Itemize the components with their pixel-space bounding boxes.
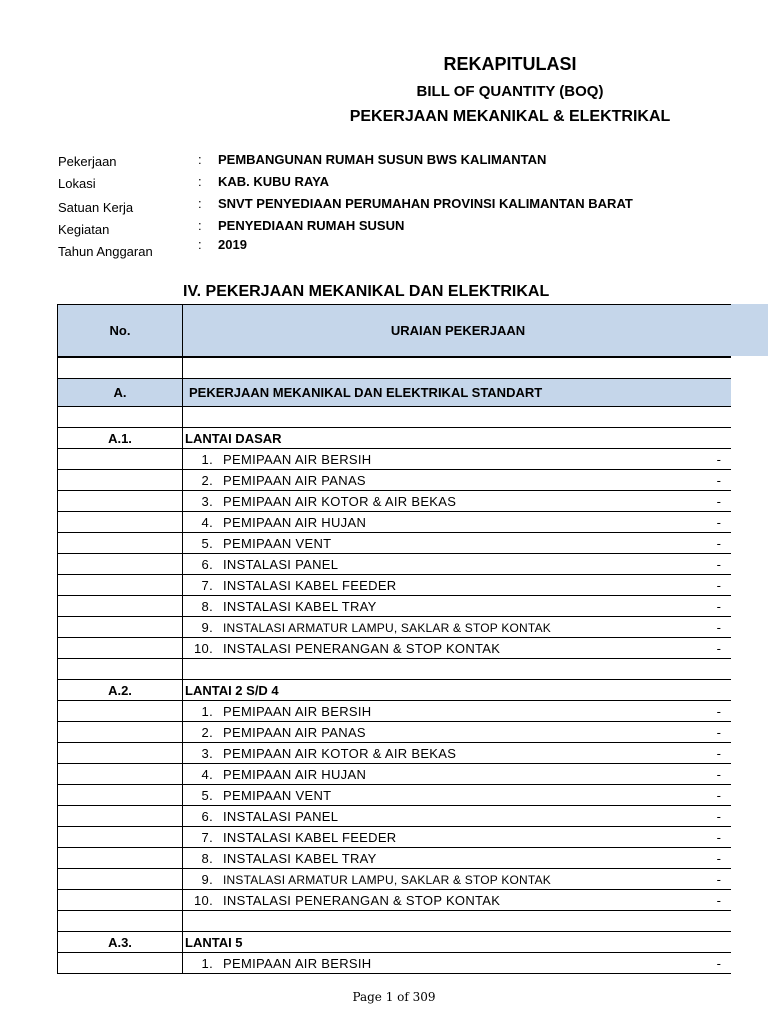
blank-row bbox=[58, 407, 732, 428]
table-header-overflow bbox=[731, 304, 768, 356]
item-label: INSTALASI PANEL bbox=[223, 556, 339, 572]
item-label: INSTALASI ARMATUR LAMPU, SAKLAR & STOP KONTAK bbox=[223, 620, 551, 635]
table-row bbox=[58, 743, 732, 764]
item-label: INSTALASI KABEL TRAY bbox=[223, 850, 377, 866]
item-number: 7. bbox=[201, 829, 213, 845]
item-label: PEMIPAAN AIR KOTOR & AIR BEKAS bbox=[223, 745, 457, 761]
item-value: - bbox=[716, 892, 721, 908]
meta-value: PENYEDIAAN RUMAH SUSUN bbox=[218, 218, 405, 233]
table-row bbox=[58, 764, 732, 785]
blank-row bbox=[58, 659, 732, 680]
item-number: 10. bbox=[194, 892, 213, 908]
table-row bbox=[58, 596, 732, 617]
item-number: 9. bbox=[201, 871, 213, 887]
item-value: - bbox=[716, 703, 721, 719]
column-header-uraian: URAIAN PEKERJAAN bbox=[183, 305, 732, 358]
blank-row bbox=[58, 911, 732, 932]
meta-colon: : bbox=[198, 237, 202, 252]
meta-colon: : bbox=[198, 174, 202, 189]
item-value: - bbox=[716, 829, 721, 845]
item-label: INSTALASI PENERANGAN & STOP KONTAK bbox=[223, 640, 501, 656]
item-label: INSTALASI PENERANGAN & STOP KONTAK bbox=[223, 892, 501, 908]
group-number: A.1. bbox=[58, 428, 183, 449]
meta-value: PEMBANGUNAN RUMAH SUSUN BWS KALIMANTAN bbox=[218, 152, 547, 167]
section-heading: IV. PEKERJAAN MEKANIKAL DAN ELEKTRIKAL bbox=[183, 283, 550, 300]
item-value: - bbox=[716, 871, 721, 887]
item-label: PEMIPAAN AIR PANAS bbox=[223, 724, 366, 740]
item-number: 1. bbox=[201, 451, 213, 467]
table-row bbox=[58, 890, 732, 911]
item-number: 8. bbox=[201, 850, 213, 866]
item-number: 6. bbox=[201, 808, 213, 824]
item-label: INSTALASI KABEL FEEDER bbox=[223, 577, 397, 593]
item-value: - bbox=[716, 451, 721, 467]
item-number: 4. bbox=[201, 514, 213, 530]
table-row bbox=[58, 617, 732, 638]
item-value: - bbox=[716, 514, 721, 530]
column-header-no: No. bbox=[58, 305, 183, 358]
meta-colon: : bbox=[198, 152, 202, 167]
document-subtitle-2: PEKERJAAN MEKANIKAL & ELEKTRIKAL bbox=[349, 108, 671, 125]
item-number: 7. bbox=[201, 577, 213, 593]
item-value: - bbox=[716, 577, 721, 593]
section-row bbox=[58, 379, 732, 407]
meta-label: Satuan Kerja bbox=[58, 200, 134, 215]
item-value: - bbox=[716, 808, 721, 824]
item-value: - bbox=[716, 640, 721, 656]
meta-value: KAB. KUBU RAYA bbox=[218, 174, 330, 189]
item-value: - bbox=[716, 745, 721, 761]
table-row bbox=[58, 722, 732, 743]
item-value: - bbox=[716, 724, 721, 740]
meta-colon: : bbox=[198, 218, 202, 233]
meta-label: Pekerjaan bbox=[58, 154, 117, 169]
group-title: LANTAI 5 bbox=[183, 932, 732, 953]
table-row bbox=[58, 701, 732, 722]
group-row bbox=[58, 428, 732, 449]
item-label: INSTALASI KABEL FEEDER bbox=[223, 829, 397, 845]
table-row bbox=[58, 638, 732, 659]
item-number: 9. bbox=[201, 619, 213, 635]
item-value: - bbox=[716, 598, 721, 614]
table-row bbox=[58, 848, 732, 869]
table-row bbox=[58, 449, 732, 470]
item-value: - bbox=[716, 493, 721, 509]
item-number: 10. bbox=[194, 640, 213, 656]
item-number: 2. bbox=[201, 472, 213, 488]
item-number: 3. bbox=[201, 745, 213, 761]
table-row bbox=[58, 470, 732, 491]
document-subtitle: BILL OF QUANTITY (BOQ) bbox=[416, 83, 604, 100]
table-row bbox=[58, 869, 732, 890]
item-number: 3. bbox=[201, 493, 213, 509]
item-value: - bbox=[716, 619, 721, 635]
item-label: PEMIPAAN AIR BERSIH bbox=[223, 451, 372, 467]
item-label: PEMIPAAN AIR HUJAN bbox=[223, 514, 367, 530]
item-label: PEMIPAAN AIR BERSIH bbox=[223, 955, 372, 971]
table-row bbox=[58, 785, 732, 806]
section-title: PEKERJAAN MEKANIKAL DAN ELEKTRIKAL STANDART bbox=[183, 379, 732, 407]
item-number: 1. bbox=[201, 703, 213, 719]
table-row bbox=[58, 533, 732, 554]
table-row bbox=[58, 575, 732, 596]
group-row bbox=[58, 680, 732, 701]
group-row bbox=[58, 932, 732, 953]
table-row bbox=[58, 827, 732, 848]
group-number: A.2. bbox=[58, 680, 183, 701]
item-number: 1. bbox=[201, 955, 213, 971]
item-number: 4. bbox=[201, 766, 213, 782]
item-label: INSTALASI ARMATUR LAMPU, SAKLAR & STOP KONTAK bbox=[223, 872, 551, 887]
document-title: REKAPITULASI bbox=[443, 54, 577, 74]
item-label: INSTALASI KABEL TRAY bbox=[223, 598, 377, 614]
meta-value: SNVT PENYEDIAAN PERUMAHAN PROVINSI KALIMANTAN BARAT bbox=[218, 196, 633, 211]
table-header-row bbox=[58, 305, 732, 358]
meta-label: Tahun Anggaran bbox=[58, 244, 153, 259]
blank-row bbox=[58, 357, 732, 379]
item-value: - bbox=[716, 850, 721, 866]
table-row bbox=[58, 554, 732, 575]
item-label: INSTALASI PANEL bbox=[223, 808, 339, 824]
item-number: 5. bbox=[201, 787, 213, 803]
item-value: - bbox=[716, 472, 721, 488]
section-number: A. bbox=[58, 379, 183, 407]
meta-label: Kegiatan bbox=[58, 222, 110, 237]
table-row bbox=[58, 512, 732, 533]
item-number: 2. bbox=[201, 724, 213, 740]
item-value: - bbox=[716, 955, 721, 971]
group-number: A.3. bbox=[58, 932, 183, 953]
table-row bbox=[58, 491, 732, 512]
item-number: 6. bbox=[201, 556, 213, 572]
item-label: PEMIPAAN VENT bbox=[223, 787, 332, 803]
item-value: - bbox=[716, 766, 721, 782]
table-row bbox=[58, 806, 732, 827]
item-number: 8. bbox=[201, 598, 213, 614]
meta-value: 2019 bbox=[218, 237, 247, 252]
meta-colon: : bbox=[198, 196, 202, 211]
page-number: Page 1 of 309 bbox=[352, 990, 436, 1004]
meta-label: Lokasi bbox=[58, 176, 96, 191]
item-label: PEMIPAAN AIR PANAS bbox=[223, 472, 366, 488]
item-value: - bbox=[716, 787, 721, 803]
group-title: LANTAI DASAR bbox=[183, 428, 732, 449]
item-number: 5. bbox=[201, 535, 213, 551]
item-value: - bbox=[716, 556, 721, 572]
item-label: PEMIPAAN AIR KOTOR & AIR BEKAS bbox=[223, 493, 457, 509]
item-label: PEMIPAAN AIR HUJAN bbox=[223, 766, 367, 782]
item-label: PEMIPAAN AIR BERSIH bbox=[223, 703, 372, 719]
item-value: - bbox=[716, 535, 721, 551]
group-title: LANTAI 2 S/D 4 bbox=[183, 680, 732, 701]
table-row bbox=[58, 953, 732, 974]
item-label: PEMIPAAN VENT bbox=[223, 535, 332, 551]
boq-table bbox=[57, 304, 731, 974]
